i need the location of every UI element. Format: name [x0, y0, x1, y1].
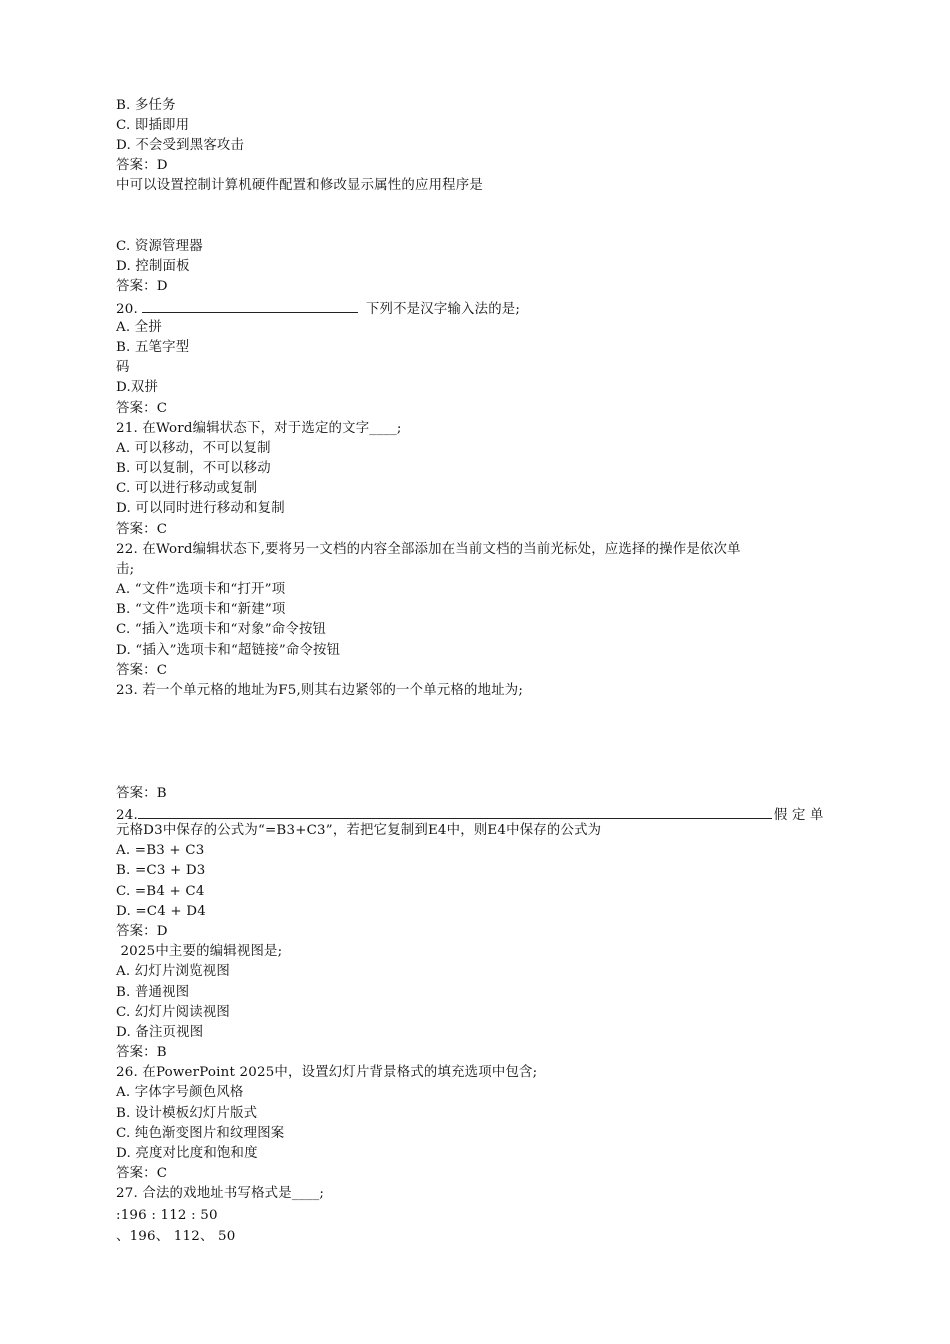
- option-b: B. 可以复制，不可以移动: [116, 461, 271, 476]
- option-d: D. 控制面板: [116, 259, 190, 274]
- question-22-cont: 击;: [116, 562, 135, 577]
- option-d: D. “插入”选项卡和“超链接”命令按钮: [116, 643, 341, 658]
- question-text: 中可以设置控制计算机硬件配置和修改显示属性的应用程序是: [116, 178, 483, 193]
- option-b: B. 设计模板幻灯片版式: [116, 1106, 258, 1121]
- answer: 答案：C: [116, 663, 168, 678]
- answer: 答案：C: [116, 1166, 168, 1181]
- option-a: A. 可以移动，不可以复制: [116, 441, 271, 456]
- option-b: B. 普通视图: [116, 985, 190, 1000]
- option-a: A. 幻灯片浏览视图: [116, 964, 230, 979]
- option-d: D.双拼: [116, 380, 159, 395]
- option-a: A. “文件”选项卡和“打开”项: [116, 582, 286, 597]
- option-c: C. 可以进行移动或复制: [116, 481, 258, 496]
- option-c: C. 即插即用: [116, 118, 190, 133]
- question-26: 26. 在PowerPoint 2025中，设置幻灯片背景格式的填充选项中包含;: [116, 1065, 538, 1080]
- option-a: A. 字体字号颜色风格: [116, 1085, 244, 1100]
- option-b: B. =C3 + D3: [116, 863, 206, 878]
- question-23: 23. 若一个单元格的地址为F5,则其右边紧邻的一个单元格的地址为;: [116, 683, 524, 698]
- option-b: B. 五笔字型: [116, 340, 190, 355]
- question-27: 27. 合法的戏地址书写格式是____;: [116, 1186, 325, 1201]
- answer-blank: [142, 298, 358, 313]
- answer: 答案：B: [116, 1045, 167, 1060]
- question-number: 20.: [116, 302, 138, 317]
- option-fragment: :196 : 112 : 50: [116, 1208, 218, 1223]
- answer: 答案：D: [116, 158, 168, 173]
- answer: 答案：C: [116, 522, 168, 537]
- option-c: C. =B4 + C4: [116, 884, 205, 899]
- option-d: D. 亮度对比度和饱和度: [116, 1146, 258, 1161]
- question-24-cont: 元格D3中保存的公式为“=B3+C3”，若把它复制到E4中，则E4中保存的公式为: [116, 823, 602, 838]
- question-number: 24.: [116, 808, 138, 823]
- option-c: C. “插入”选项卡和“对象”命令按钮: [116, 622, 327, 637]
- option-d: D. 可以同时进行移动和复制: [116, 501, 285, 516]
- option-a: A. =B3 + C3: [116, 843, 205, 858]
- option-d: D. 备注页视图: [116, 1025, 204, 1040]
- option-c: C. 资源管理器: [116, 239, 203, 254]
- option-d: D. 不会受到黑客攻击: [116, 138, 245, 153]
- question-22: 22. 在Word编辑状态下,要将另一文档的内容全部添加在当前文档的当前光标处，应选择的操作是依次单: [116, 542, 741, 557]
- answer: 答案：C: [116, 401, 168, 416]
- question-20: [116, 298, 520, 320]
- option-fragment: 码: [116, 360, 130, 375]
- option-fragment: 、196、 112、 50: [116, 1229, 236, 1244]
- answer-blank: [138, 804, 772, 819]
- option-c: C. 幻灯片阅读视图: [116, 1005, 231, 1020]
- option-c: C. 纯色渐变图片和纹理图案: [116, 1126, 285, 1141]
- answer: 答案：B: [116, 786, 167, 801]
- question-25: 2025中主要的编辑视图是;: [116, 944, 283, 959]
- question-text: 下列不是汉字输入法的是;: [365, 302, 521, 317]
- option-d: D. =C4 + D4: [116, 904, 206, 919]
- answer: 答案：D: [116, 924, 168, 939]
- option-a: A. 全拼: [116, 320, 162, 335]
- option-b: B. “文件”选项卡和“新建”项: [116, 602, 286, 617]
- question-text: 假 定 单: [773, 808, 824, 823]
- option-b: B. 多任务: [116, 98, 176, 113]
- question-21: 21. 在Word编辑状态下，对于选定的文字____;: [116, 421, 402, 436]
- answer: 答案：D: [116, 279, 168, 294]
